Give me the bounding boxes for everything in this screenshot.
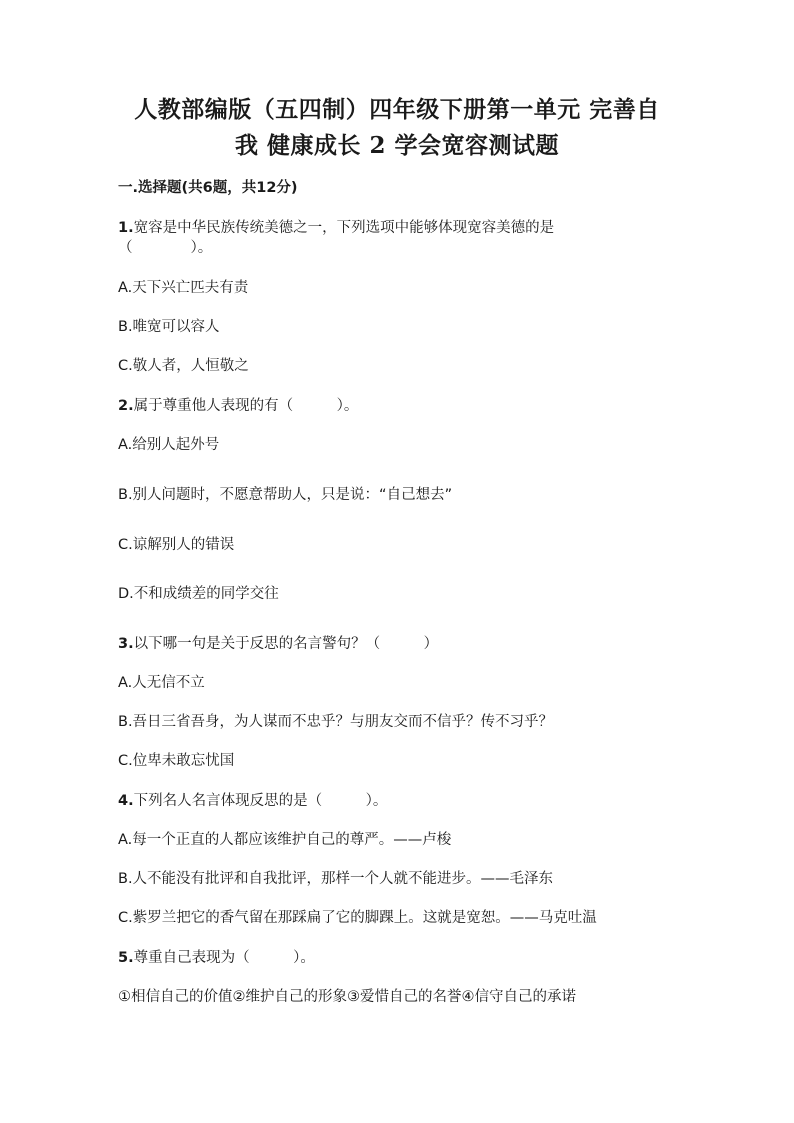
- document-title: [80, 92, 714, 164]
- question-1-stem: [118, 218, 554, 238]
- question-text: 以下哪一句是关于反思的名言警句？（ ）: [133, 636, 439, 652]
- question-4-option-a: A.每一个正直的人都应该维护自己的尊严。——卢梭: [118, 832, 452, 848]
- question-1-option-c: C.敬人者，人恒敬之: [118, 358, 249, 374]
- title-line-2: 我 健康成长 2 学会宽容测试题: [234, 132, 560, 159]
- question-4-option-b: B.人不能没有批评和自我批评，那样一个人就不能进步。——毛泽东: [118, 871, 554, 887]
- question-number: 2.: [118, 398, 134, 414]
- question-2-stem: [118, 396, 358, 416]
- question-3-option-a: A.人无信不立: [118, 675, 205, 691]
- question-3-option-b: B.吾日三省吾身，为人谋而不忠乎？与朋友交而不信乎？传不习乎？: [118, 714, 554, 730]
- question-text: 下列名人名言体现反思的是（ ）。: [133, 793, 388, 809]
- question-5-statements: ①相信自己的价值②维护自己的形象③爱惜自己的名誉④信守自己的承诺: [118, 989, 576, 1005]
- title-line-1: 人教部编版（五四制）四年级下册第一单元 完善自: [134, 96, 660, 123]
- question-2-option-b: B.别人问题时，不愿意帮助人，只是说：“自己想去”: [118, 487, 453, 503]
- question-1-stem-continued: （ ）。: [118, 240, 213, 256]
- question-text: 属于尊重他人表现的有（ ）。: [133, 398, 359, 414]
- question-1-option-b: B.唯宽可以容人: [118, 319, 220, 335]
- question-2-option-a: A.给别人起外号: [118, 437, 220, 453]
- question-4-option-c: C.紫罗兰把它的香气留在那踩扁了它的脚踝上。这就是宽恕。——马克吐温: [118, 910, 597, 926]
- question-number: 5.: [118, 950, 134, 966]
- question-number: 3.: [118, 636, 134, 652]
- question-1-option-a: A.天下兴亡匹夫有责: [118, 280, 249, 296]
- section-heading: 一.选择题(共6题，共12分): [118, 180, 298, 196]
- question-5-stem: [118, 948, 315, 968]
- question-number: 4.: [118, 793, 134, 809]
- question-4-stem: [118, 791, 387, 811]
- question-number: 1.: [118, 220, 134, 236]
- question-2-option-d: D.不和成绩差的同学交往: [118, 586, 279, 602]
- question-3-stem: [118, 634, 438, 654]
- question-text: 尊重自己表现为（ ）。: [133, 950, 315, 966]
- question-3-option-c: C.位卑未敢忘忧国: [118, 753, 235, 769]
- question-2-option-c: C.谅解别人的错误: [118, 537, 235, 553]
- question-text: 宽容是中华民族传统美德之一，下列选项中能够体现宽容美德的是: [133, 220, 555, 236]
